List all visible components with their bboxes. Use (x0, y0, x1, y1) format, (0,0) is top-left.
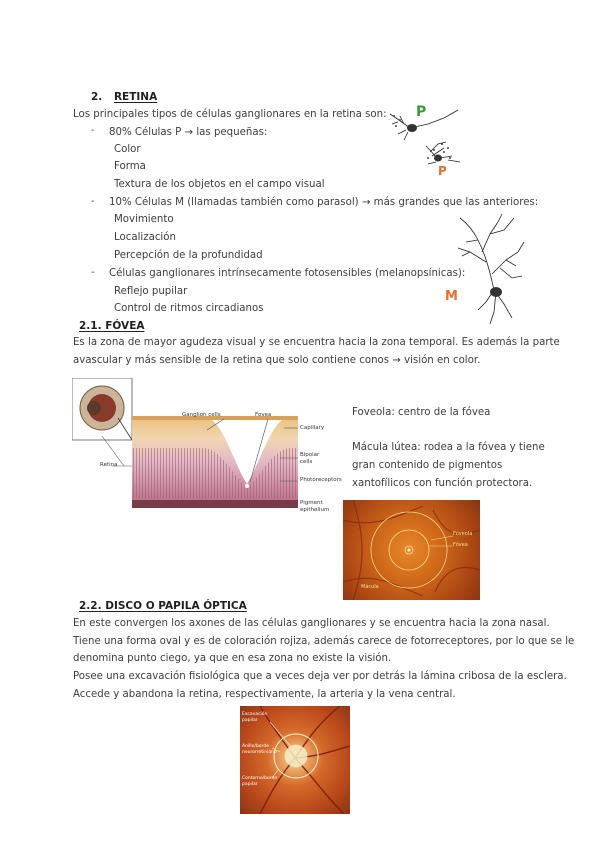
group-p-title: 80% Células P → las pequeñas: (109, 127, 268, 138)
p-label-green: P (416, 104, 427, 120)
fovea-heading: 2.1. FÓVEA (79, 320, 145, 332)
retina-intro: Los principales tipos de células ganglionares en la retina son: (73, 109, 387, 120)
photo-label-excavacion-line2: papilar (242, 718, 258, 723)
photo-label-excavacion (242, 712, 267, 724)
retina-heading-title: RETINA (113, 91, 158, 103)
fovea-text-line2: avascular y más sensible de la retina que solo contiene conos → visión en color. (73, 355, 481, 366)
bullet-dash: - (91, 196, 95, 207)
fovea-diagram-svg (72, 378, 347, 518)
label-fovea: Fovea (255, 412, 272, 418)
label-photoreceptors: Photoreceptors (300, 477, 342, 483)
fovea-diagram (72, 378, 347, 518)
macula-definition-line3: xantofílicos con función protectora. (352, 478, 533, 489)
group-ipgc-title: Células ganglionares intrínsecamente fotosensibles (melanopsínicas): (109, 268, 466, 279)
optic-disc-photo (240, 706, 350, 814)
group-m-item: Movimiento (114, 214, 174, 225)
label-bipolar-cells (300, 452, 319, 466)
photo-label-excavacion-line1: Excavación (242, 712, 268, 717)
photo-label-anillo (242, 744, 277, 756)
label-pigment-line2: epithelium (300, 507, 330, 513)
bullet-dash: - (91, 125, 95, 136)
retina-heading-number: 2. (91, 91, 103, 103)
label-capillary: Capillary (300, 425, 325, 431)
disco-heading: 2.2. DISCO O PAPILA ÓPTICA (79, 600, 247, 612)
disco-line: Accede y abandona la retina, respectivamente, la arteria y la vena central. (73, 689, 456, 700)
group-p-item: Textura de los objetos en el campo visual (114, 179, 325, 190)
fovea-text-line1: Es la zona de mayor agudeza visual y se encuentra hacia la zona temporal. Es además la parte (73, 337, 560, 348)
m-label-orange: M (445, 289, 458, 304)
group-m-title: 10% Células M (llamadas también como parasol) → más grandes que las anteriores: (109, 197, 539, 208)
label-pigment-epithelium (300, 500, 329, 514)
group-ipgc-item: Control de ritmos circadianos (114, 303, 264, 314)
p-label-orange: P (438, 164, 447, 178)
photo-label-foveola: Foveola (453, 531, 473, 537)
m-cell-illustration (456, 212, 526, 327)
label-pigment-line1: Pigment (300, 500, 323, 506)
foveola-definition: Foveola: centro de la fóvea (352, 407, 491, 418)
disco-line: En este convergen los axones de las células ganglionares y se encuentra hacia la zona nasal. (73, 618, 550, 629)
disco-line: denomina punto ciego, ya que en esa zona no existe la visión. (73, 653, 392, 664)
macula-definition-line2: gran contenido de pigmentos (352, 460, 503, 471)
group-m-item: Percepción de la profundidad (114, 250, 263, 261)
group-p-item: Forma (114, 161, 146, 172)
photo-label-anillo-line2: neurorretiniano (242, 750, 277, 755)
label-retina: Retina (100, 462, 118, 468)
photo-label-fovea: Fóvea (453, 542, 468, 548)
bullet-dash: - (91, 267, 95, 278)
label-bipolar-line2: cells (300, 459, 313, 465)
group-ipgc-item: Reflejo pupilar (114, 286, 188, 297)
macula-fundus-photo (343, 500, 480, 600)
retina-heading (91, 91, 157, 104)
macula-definition-line1: Mácula lútea: rodea a la fóvea y tiene (352, 442, 545, 453)
group-p-item: Color (114, 144, 141, 155)
disco-line: Posee una excavación fisiológica que a veces deja ver por detrás la lámina cribosa de la esclera. (73, 671, 567, 682)
label-ganglion-cells: Ganglion cells (182, 412, 221, 418)
photo-label-macula: Mácula (361, 584, 379, 590)
disco-line: Tiene una forma oval y es de coloración rojiza, además carece de fotorreceptores, por lo que se le (73, 636, 575, 647)
p-cell-illustration (388, 100, 474, 180)
photo-label-contorno-line1: Contorno/borde (242, 776, 278, 781)
photo-label-contorno (242, 776, 277, 788)
photo-label-anillo-line1: Anillo/borde (242, 744, 269, 749)
label-bipolar-line1: Bipolar (300, 452, 320, 458)
photo-label-contorno-line2: papilar (242, 782, 258, 787)
group-m-item: Localización (114, 232, 176, 243)
